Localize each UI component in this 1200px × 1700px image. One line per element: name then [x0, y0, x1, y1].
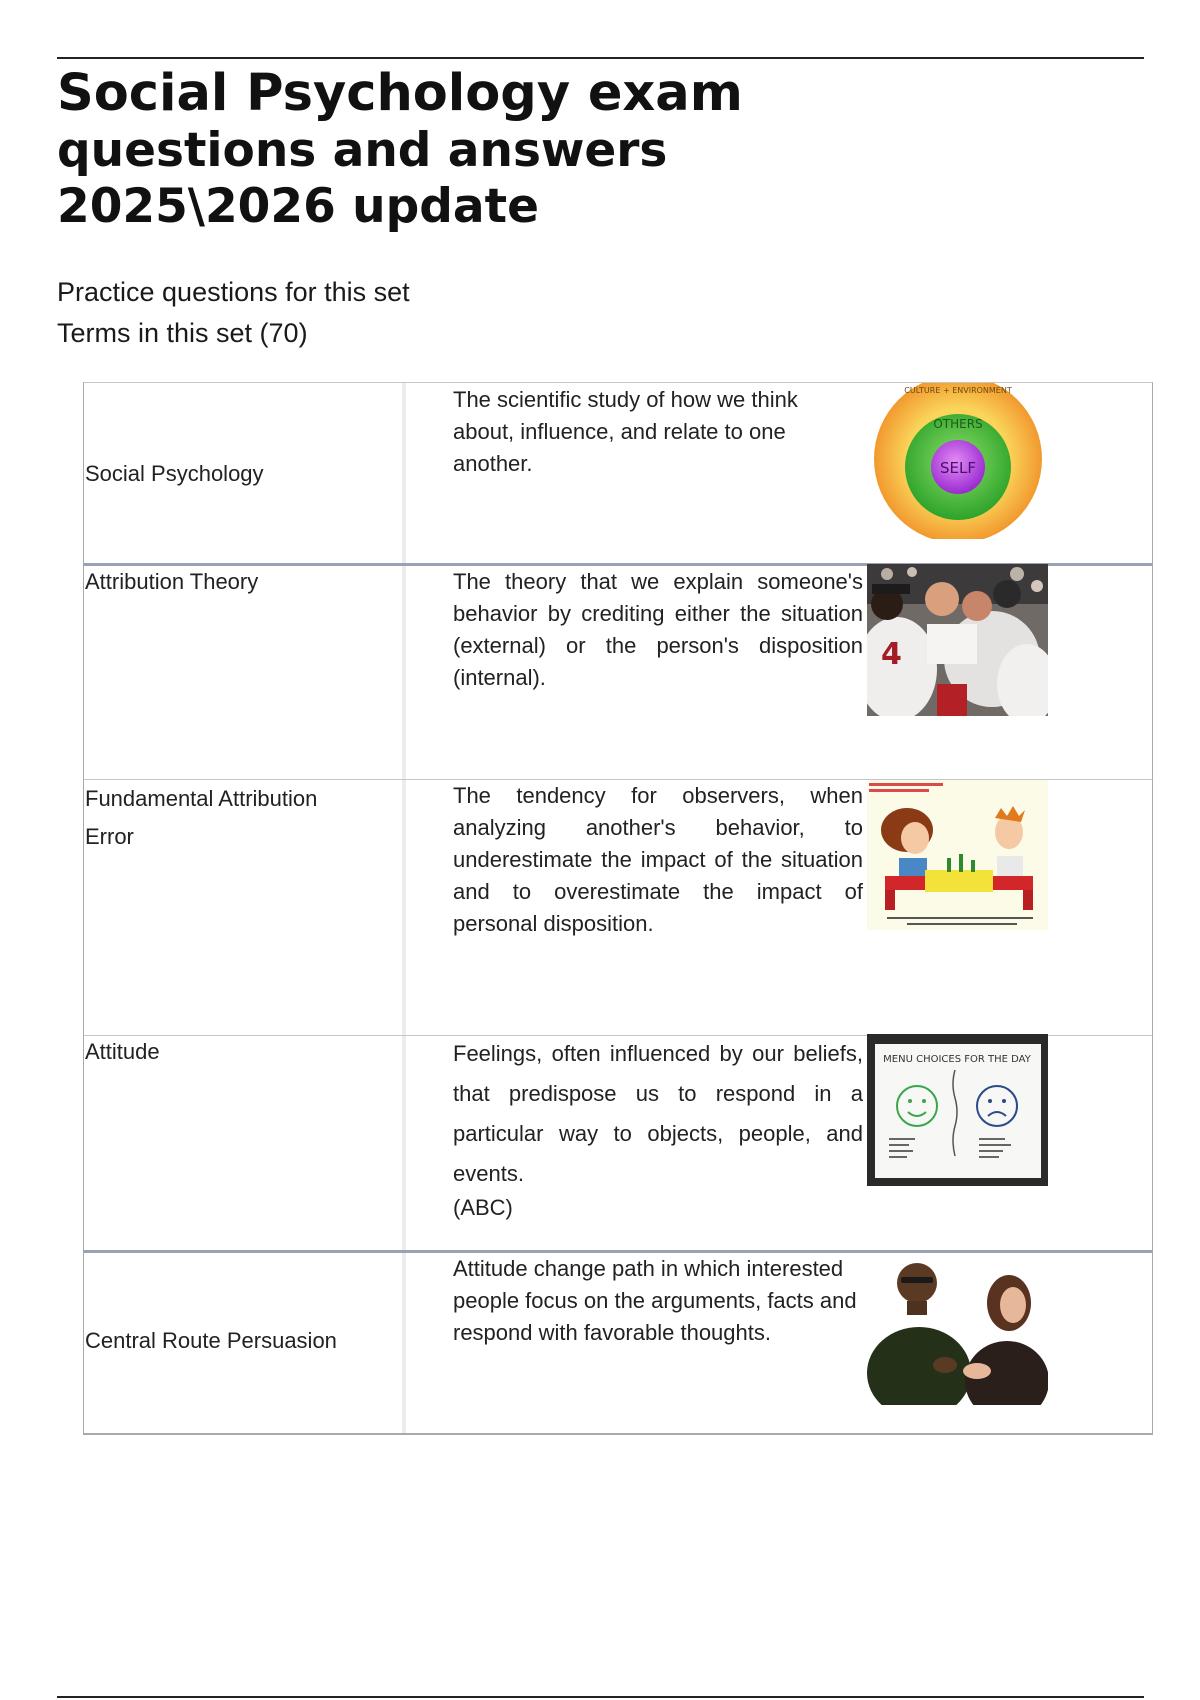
- column-divider: [402, 566, 406, 779]
- title-line-1: Social Psychology exam: [57, 64, 743, 123]
- ring-inner-label: SELF: [940, 459, 976, 477]
- practice-questions-text: Practice questions for this set: [57, 277, 410, 307]
- term-definition-text: Feelings, often influenced by our beliefs, that predispose us to respond in a particular way to objects, people, and events.: [453, 1041, 863, 1186]
- term-label: Central Route Persuasion: [85, 1328, 337, 1353]
- terms-table: [83, 382, 1153, 1435]
- set-info: [57, 272, 410, 354]
- term-label: Attribution Theory: [85, 569, 259, 594]
- term-definition: [453, 1034, 863, 1224]
- term-row: [83, 382, 1153, 563]
- page-title: [57, 66, 877, 235]
- term-label: Social Psychology: [85, 461, 264, 486]
- bottom-rule: [57, 1696, 1144, 1698]
- term-definition-note: (ABC): [453, 1195, 513, 1220]
- top-rule: [57, 57, 1144, 59]
- column-divider: [402, 1253, 406, 1433]
- term-row: [83, 1035, 1153, 1250]
- term-definition: The tendency for observers, when analyzing another's behavior, to underestimate the impact of the situation and to overestimate the impact of personal disposition.: [453, 783, 863, 936]
- two-people-talking-photo-icon: [867, 1253, 1048, 1405]
- term-row: [83, 779, 1153, 1035]
- term-definition: The theory that we explain someone's behavior by crediting either the situation (external) or the person's disposition (internal).: [453, 569, 863, 690]
- term-label-line-2: Error: [85, 824, 134, 849]
- cartoon-couple-dining-icon: [867, 780, 1048, 930]
- term-row: [83, 563, 1153, 779]
- ring-middle-label: OTHERS: [933, 417, 983, 431]
- term-label: Attitude: [85, 1039, 160, 1064]
- column-divider: [402, 780, 406, 1035]
- ring-outer-label: CULTURE + ENVIRONMENT: [904, 386, 1012, 395]
- concentric-circles-icon: [867, 383, 1048, 539]
- whiteboard-menu-choices-icon: [867, 1034, 1048, 1186]
- terms-count: Terms in this set (70): [57, 318, 308, 348]
- column-divider: [402, 1036, 406, 1250]
- term-label: [85, 780, 385, 856]
- baseball-players-photo-icon: [867, 564, 1048, 716]
- term-definition: Attitude change path in which interested people focus on the arguments, facts and respond with favorable thoughts.: [453, 1256, 857, 1345]
- term-label-line-1: Fundamental Attribution: [85, 786, 318, 811]
- svg-text:4: 4: [881, 637, 902, 672]
- column-divider: [402, 383, 406, 563]
- whiteboard-heading: MENU CHOICES FOR THE DAY: [883, 1054, 1031, 1065]
- term-definition: The scientific study of how we think about, influence, and relate to one another.: [453, 387, 798, 476]
- title-line-3: 2025\2026 update: [57, 179, 539, 234]
- term-row: [83, 1250, 1153, 1435]
- title-line-2: questions and answers: [57, 123, 668, 178]
